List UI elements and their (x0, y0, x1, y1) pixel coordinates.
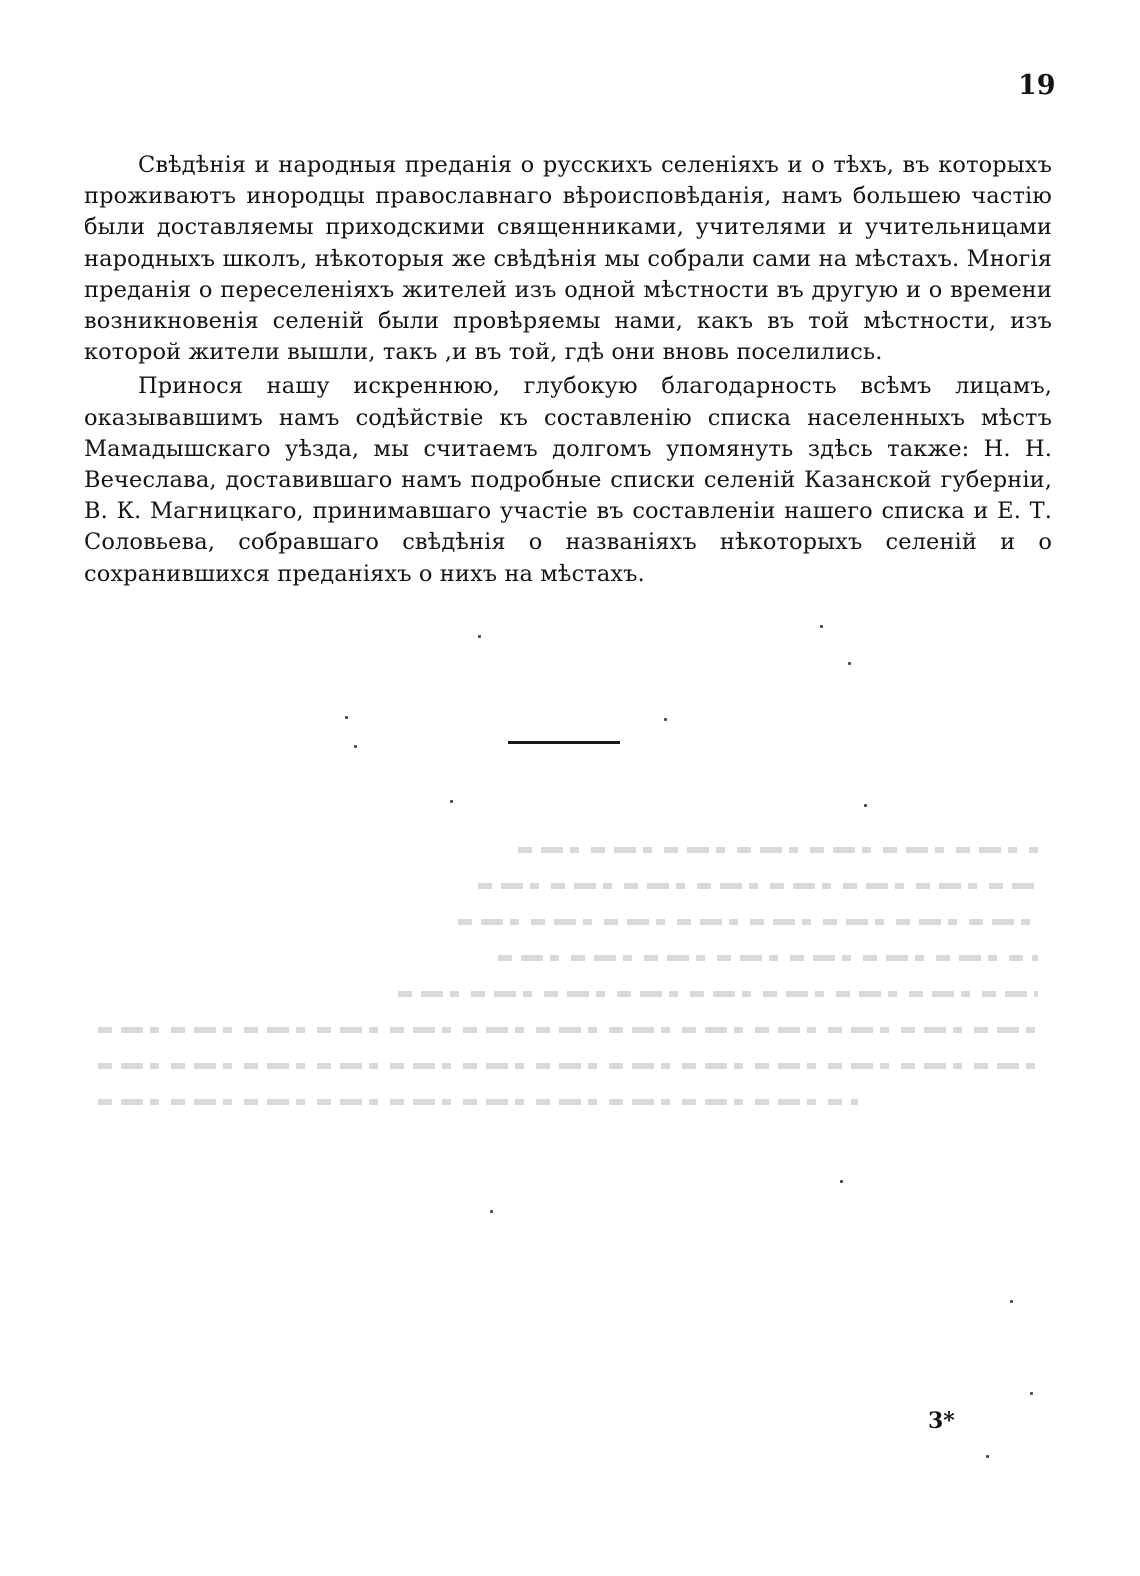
print-speck (450, 800, 453, 803)
paragraph-sources: Свѣдѣнія и народныя преданія о русскихъ селеніяхъ и о тѣхъ, въ которыхъ проживаютъ инородцы православнаго вѣроисповѣданія, намъ большею частію были доставляемы приходскими священниками, учителями и учительницами народныхъ школъ, нѣкоторыя же свѣдѣнія мы собрали сами на мѣстахъ. Многія преданія о переселеніяхъ жителей изъ одной мѣстности въ другую и о времени возникновенія селеній были провѣряемы нами, какъ въ той мѣстности, изъ которой жители вышли, такъ ,и въ той, гдѣ они вновь поселились. (84, 152, 1052, 366)
print-speck (1030, 1392, 1033, 1395)
print-speck (354, 745, 357, 748)
bleed-through-strokes (98, 838, 1048, 1138)
print-speck (848, 662, 851, 665)
print-speck (864, 804, 867, 807)
body-text (84, 150, 1052, 590)
print-speck (664, 718, 667, 721)
page-number: 19 (1018, 70, 1056, 101)
paragraph-acknowledgements: Принося нашу искреннюю, глубокую благодарность всѣмъ лицамъ, оказывавшимъ намъ содѣйствіе къ составленію списка населенныхъ мѣстъ Мамадышскаго уѣзда, мы считаемъ долгомъ упомянуть здѣсь также: Н. Н. Вечеслава, доставившаго намъ подробные списки селеній Казанской губерніи, В. К. Магницкаго, принимавшаго участіе въ составленіи нашего списка и Е. Т. Соловьева, собравшаго свѣдѣнія о названіяхъ нѣкоторыхъ селеній и о сохранившихся преданіяхъ о нихъ на мѣстахъ. (84, 373, 1052, 587)
print-speck (840, 1180, 843, 1183)
print-speck (490, 1210, 493, 1213)
print-speck (986, 1455, 989, 1458)
sheet-signature-mark: 3* (928, 1408, 955, 1434)
print-speck (478, 635, 481, 638)
print-speck (1010, 1300, 1013, 1303)
print-speck (345, 716, 348, 719)
print-speck (820, 625, 823, 628)
bleed-through-texture (98, 838, 1048, 1146)
section-divider-rule (508, 741, 620, 744)
